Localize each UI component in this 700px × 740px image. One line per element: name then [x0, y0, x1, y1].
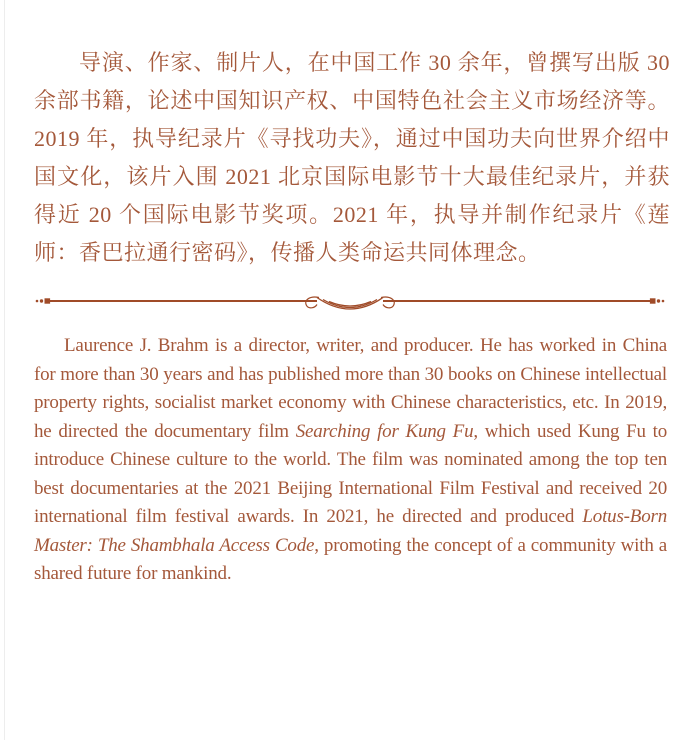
bio-english-text: Laurence J. Brahm is a director, writer, and producer. He has worked in China for more than 30 years and has published more than 30 books on Chinese intellectual property rights, socialist market economy with Chinese characteristics, etc. In 2019, he directed the documentary film: [34, 335, 667, 442]
section-divider: [0, 280, 700, 324]
page-edge-line: [4, 0, 5, 740]
film-title-lotus-born-master: Lotus-Born Master: The Shambhala Access Code: [34, 506, 667, 556]
bio-english-text: , which used Kung Fu to introduce Chinese culture to the world. The film was nominated among the top ten best documentaries at the 2021 Beijing International Film Festival and received 20 international film festival awards. In 2021, he directed and produced: [34, 420, 668, 527]
bio-paragraph-chinese: [34, 44, 670, 272]
film-title-searching-for-kung-fu: Searching for Kung Fu: [295, 420, 474, 442]
flourish-divider-icon: [0, 280, 700, 324]
bio-chinese-text: 导演、作家、制片人，在中国工作 30 余年，曾撰写出版 30 余部书籍，论述中国知识产权、中国特色社会主义市场经济等。2019 年，执导纪录片《寻找功夫》，通过中国功夫向世界介绍中国文化，该片入围 2021 北京国际电影节十大最佳纪录片，并获得近 20 个国际电影节奖项。2021 年，执导并制作纪录片《莲师：香巴拉通行密码》，传播人类命运共同体理念。: [34, 50, 670, 265]
bio-english-text: , promoting the concept of a community with a shared future for mankind.: [34, 534, 667, 584]
bio-paragraph-english: [34, 332, 667, 589]
